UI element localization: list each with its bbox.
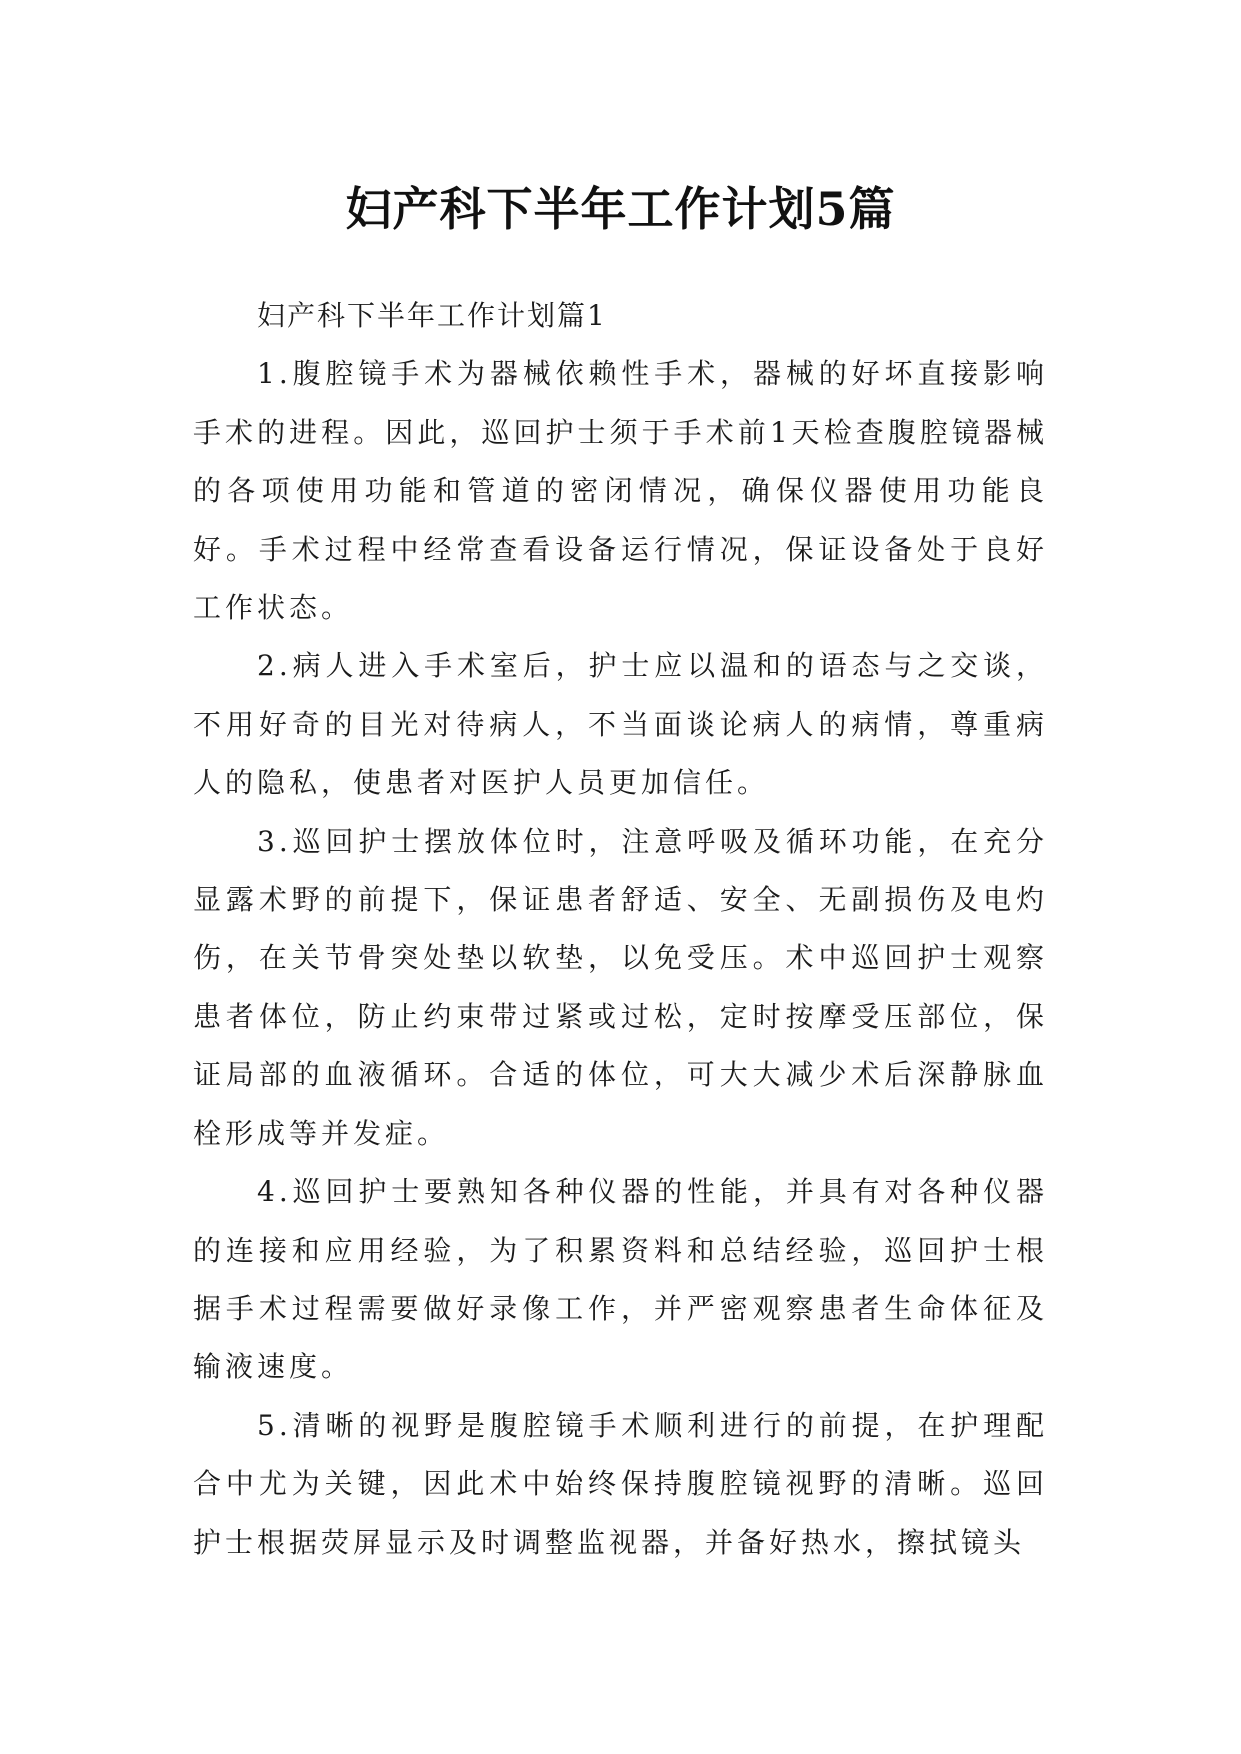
section-heading: 妇产科下半年工作计划篇1 (257, 299, 607, 332)
paragraph-3: 3.巡回护士摆放体位时，注意呼吸及循环功能，在充分显露术野的前提下，保证患者舒适、安全、无副损伤及电灼伤，在关节骨突处垫以软垫，以免受压。术中巡回护士观察患者体位，防止约束带过紧或过松，定时按摩受压部位，保证局部的血液循环。合适的体位，可大大减少术后深静脉血栓形成等并发症。 (193, 824, 1048, 1150)
paragraph-5: 5.清晰的视野是腹腔镜手术顺利进行的前提，在护理配合中尤为关键，因此术中始终保持腹腔镜视野的清晰。巡回护士根据荧屏显示及时调整监视器，并备好热水，擦拭镜头 (193, 1408, 1048, 1559)
paragraph-4: 4.巡回护士要熟知各种仪器的性能，并具有对各种仪器的连接和应用经验，为了积累资料和总结经验，巡回护士根据手术过程需要做好录像工作，并严密观察患者生命体征及输液速度。 (193, 1175, 1048, 1384)
paragraph-1: 1.腹腔镜手术为器械依赖性手术，器械的好坏直接影响手术的进程。因此，巡回护士须于手术前1天检查腹腔镜器械的各项使用功能和管道的密闭情况，确保仪器使用功能良好。手术过程中经常查看设备运行情况，保证设备处于良好工作状态。 (193, 357, 1048, 625)
document-title: 妇产科下半年工作计划5篇 (345, 181, 896, 236)
document-body (193, 287, 1048, 1572)
paragraph-2: 2.病人进入手术室后，护士应以温和的语态与之交谈，不用好奇的目光对待病人，不当面谈论病人的病情，尊重病人的隐私，使患者对医护人员更加信任。 (193, 649, 1048, 800)
